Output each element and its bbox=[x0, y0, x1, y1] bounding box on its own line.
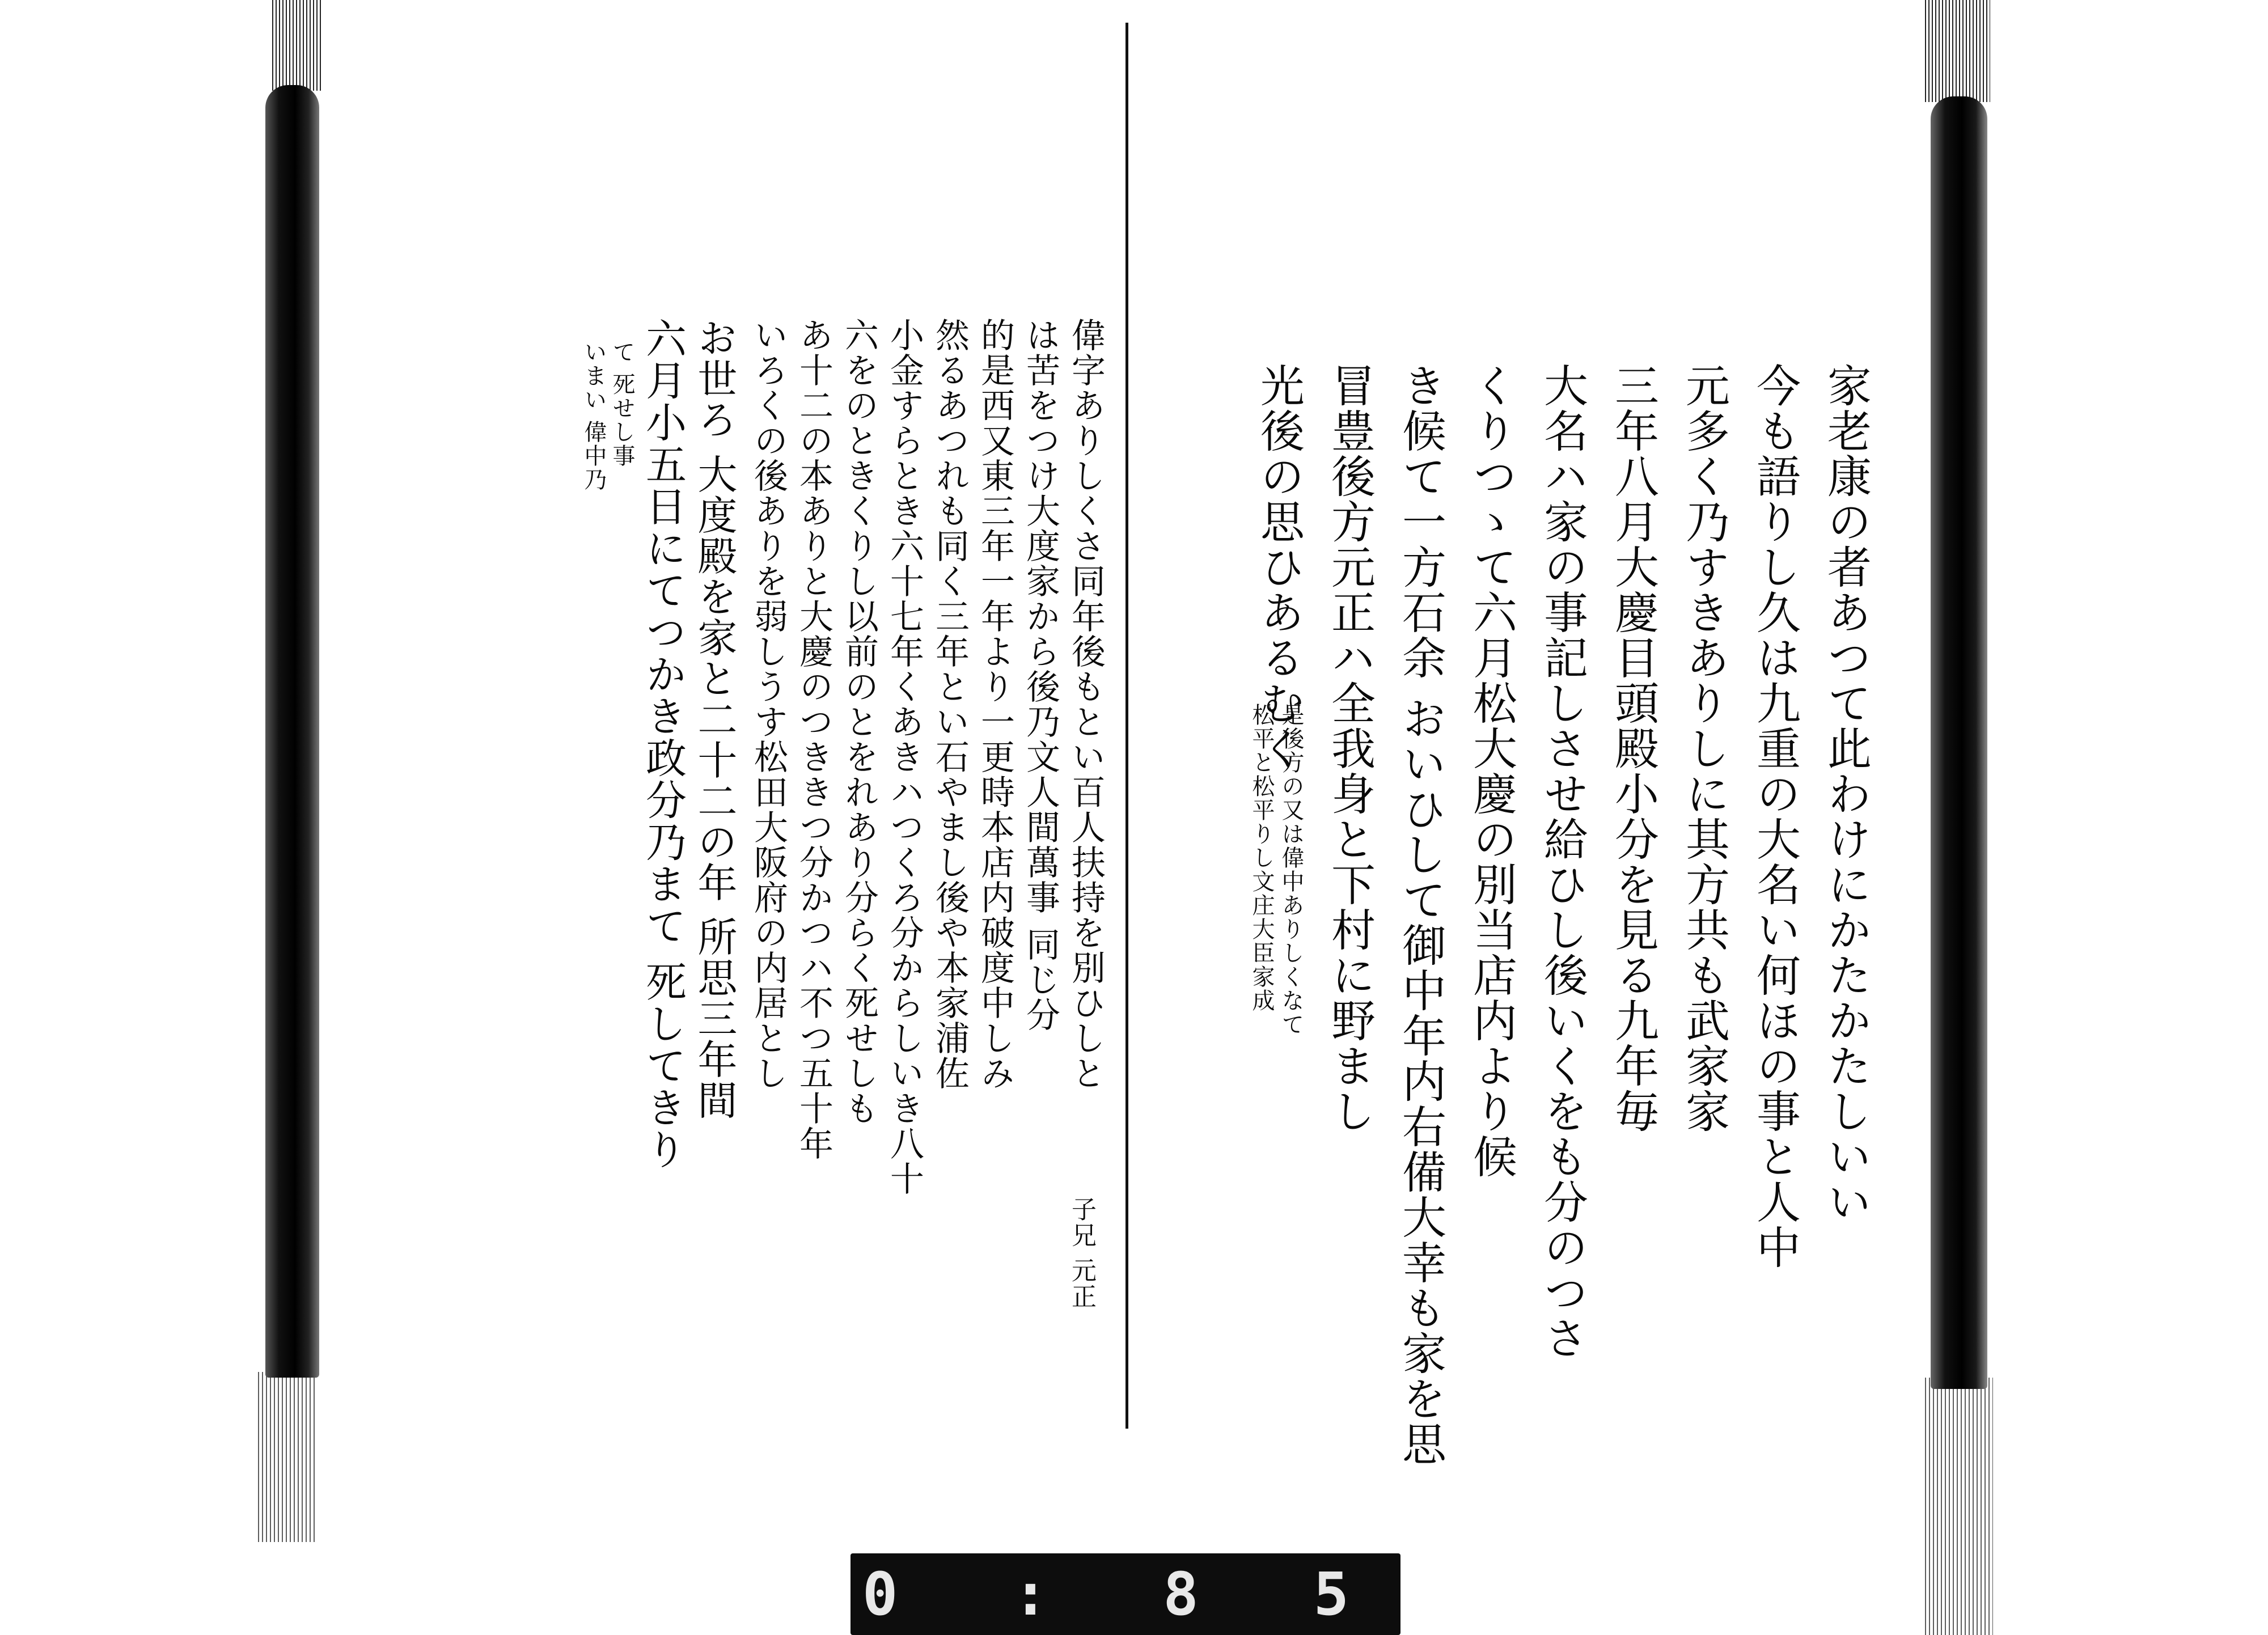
left-page-column-6: 六をのときくりし以前のとをれあり分らく死せしも bbox=[839, 317, 879, 1126]
left-page-column-4: 然るあつれも同く三年とい石やまし後や本家浦佐 bbox=[930, 317, 970, 1091]
right-page-column-9: 光後の思ひあるむく bbox=[1253, 363, 1304, 771]
right-page-column-8: 冒豊後方元正ハ全我身と下村に野まし bbox=[1324, 363, 1375, 1134]
page-edge-stripes-left-top bbox=[272, 0, 323, 91]
right-page-column-3: 元多く乃すきありしに其方共も武家家 bbox=[1678, 363, 1729, 1134]
left-page bbox=[527, 317, 1106, 1332]
left-page-column-3: 的是西又東三年一年より一更時本店内破度中しみ bbox=[975, 317, 1015, 1091]
left-page-column-9: お世ろ 大度殿を家と二十二の年 所思三年間 bbox=[691, 317, 738, 1121]
left-page-column-10: 六月小五日にてつかき政分乃まて 死してきり bbox=[639, 317, 687, 1171]
left-page-column-1: 偉字ありしくさ同年後もとい百人扶持を別ひしと bbox=[1066, 317, 1106, 1091]
left-page-column-5: 小金すらとき六十七年くあきハつくろ分からしいき八十 bbox=[885, 317, 924, 1196]
right-page-annotation-1: 是後方の又は偉中ありしくなて bbox=[1278, 703, 1304, 1036]
page-edge-stripes-right-bottom bbox=[1925, 1378, 1993, 1635]
right-page-column-7: き候て一方石余 おいひして御中年内右備大幸も家を思 bbox=[1395, 363, 1446, 1467]
left-page-column-8: いろくの後ありを弱しうす松田大阪府の内居とし bbox=[748, 317, 788, 1091]
page-gutter-line bbox=[1125, 23, 1128, 1429]
right-page-annotation-2: 松平と松平りし文庄大臣家成 bbox=[1249, 703, 1275, 1013]
right-page-column-5: 大名ハ家の事記しさせ給ひし後いくをも分のつさ bbox=[1537, 363, 1588, 1361]
right-page-column-2: 今も語りし久は九重の大名い何ほの事と人中 bbox=[1749, 363, 1800, 1270]
catalog-number-label: 0 : 8 5 bbox=[862, 1560, 1389, 1629]
right-page bbox=[1191, 363, 1871, 1467]
book-binding-left bbox=[265, 85, 319, 1378]
left-page-column-2: は苦をつけ大度家から後乃文人間萬事 同じ分 bbox=[1021, 317, 1060, 1033]
left-page-column-7: あ十二の本ありと大慶のつききつ分かつハ不つ五十年 bbox=[794, 317, 833, 1161]
right-page-column-4: 三年八月大慶目頭殿小分を見る九年毎 bbox=[1607, 363, 1658, 1134]
left-page-annotation-1: て 死せし事 bbox=[609, 340, 635, 468]
left-page-signature: 子兄 元正 bbox=[1067, 1196, 1096, 1310]
page-edge-stripes-left-bottom bbox=[258, 1372, 318, 1542]
right-page-column-6: くりつゝて六月松大慶の別当店内より候 bbox=[1466, 363, 1517, 1179]
right-page-column-1: 家老康の者あつて此わけにかたかたしいい bbox=[1820, 363, 1871, 1225]
left-page-annotation-2: いまい 偉中乃 bbox=[581, 340, 607, 492]
book-binding-right bbox=[1931, 96, 1987, 1389]
page-edge-stripes-right-top bbox=[1925, 0, 1990, 102]
catalog-number-plate bbox=[850, 1553, 1400, 1635]
